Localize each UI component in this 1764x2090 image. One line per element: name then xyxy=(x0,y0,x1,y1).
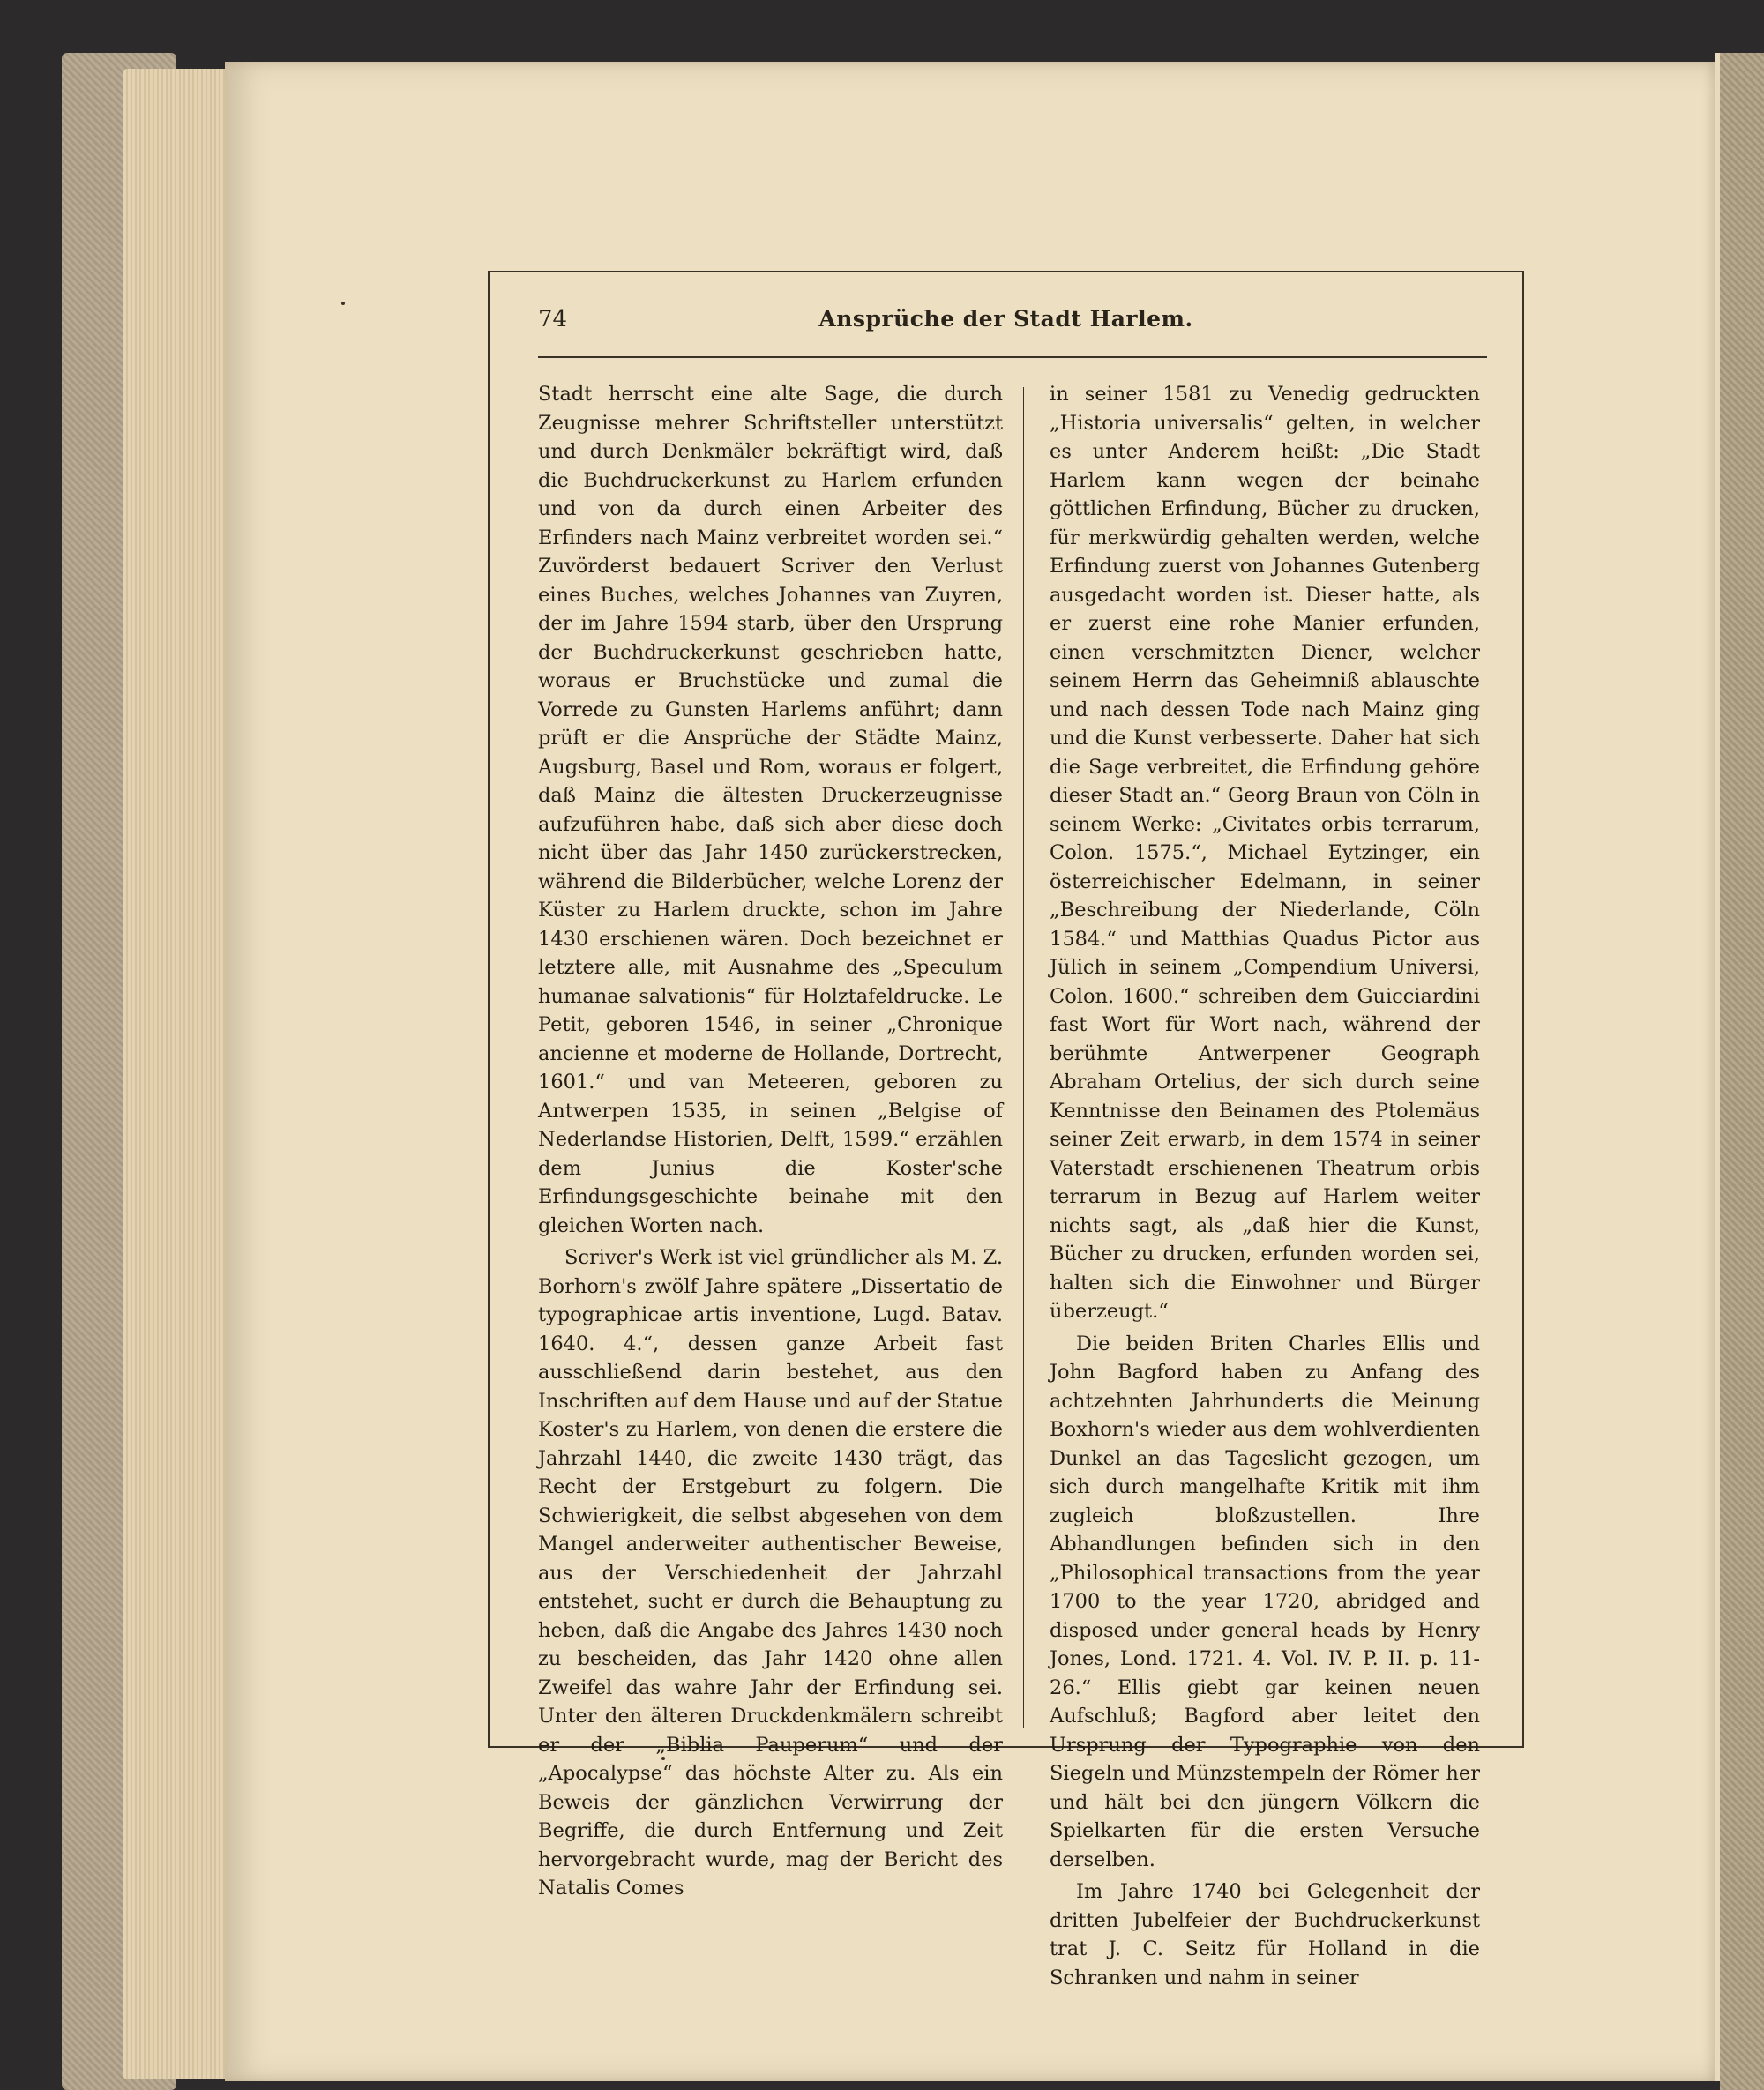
left-column xyxy=(538,380,1003,1900)
page-number: 74 xyxy=(538,306,568,332)
running-head xyxy=(490,299,1522,343)
speck-mark xyxy=(341,302,345,305)
paragraph: Die beiden Briten Charles Ellis und John Bagford haben zu Anfang des achtzehnten Jahrhunderts die Meinung Boxhorn's wieder aus dem wohlverdienten Dunkel an das Tageslicht gezogen, um sich durch mangelhafte Kritik mit ihm zugleich bloßzustellen. Ihre Abhandlungen befinden sich in den „Philosophical transactions from the year 1700 to the year 1720, abridged and disposed under general heads by Henry Jones, Lond. 1721. 4. Vol. IV. P. II. p. 11-26.“ Ellis giebt gar keinen neuen Aufschluß; Bagford aber leitet den Ursprung der Typographie von den Siegeln und Münzstempeln der Römer her und hält bei den jüngern Völkern die Spielkarten für die ersten Versuche derselben. xyxy=(1050,1332,1480,1871)
running-title: Ansprüche der Stadt Harlem. xyxy=(818,306,1193,332)
text-frame xyxy=(488,271,1524,1989)
paragraph: in seiner 1581 zu Venedig gedruckten „Historia universalis“ gelten, in welcher es unter Anderem heißt: „Die Stadt Harlem kann wegen der beinahe göttlichen Erfindung, Bücher zu drucken, für merkwürdig gehalten werden, welche Erfindung zuerst von Johannes Gutenberg ausgedacht worden ist. Dieser hatte, als er zuerst eine rohe Manier erfunden, einen verschmitzten Diener, welcher seinem Herrn das Geheimniß ablauschte und nach dessen Tode nach Mainz ging und die Kunst verbesserte. Daher hat sich die Sage verbreitet, die Erfindung gehöre dieser Stadt an.“ Georg Braun von Cöln in seinem Werke: „Civitates orbis terrarum, Colon. 1575.“, Michael Eytzinger, ein österreichischer Edelmann, in seiner „Beschreibung der Niederlande, Cöln 1584.“ und Matthias Quadus Pictor aus Jülich in seinem „Compendium Universi, Colon. 1600.“ schreiben dem Guicciardini fast Wort für Wort nach, während der berühmte Antwerpener Geograph Abraham Ortelius, der sich durch seine Kenntnisse den Beinamen des Ptolemäus seiner Zeit erwarb, in dem 1574 in seiner Vaterstadt erschienenen Theatrum orbis terrarum in Bezug auf Harlem weiter nichts sagt, als „daß hier die Kunst, Bücher zu drucken, erfunden worden sei, halten sich die Einwohner und Bürger überzeugt.“ xyxy=(1050,383,1480,1323)
paragraph: Scriver's Werk ist viel gründlicher als M. Z. Borhorn's zwölf Jahre spätere „Dissertatio de typographicae artis inventione, Lugd. Batav. 1640. 4.“, dessen ganze Arbeit fast ausschließend darin bestehet, aus den Inschriften auf dem Hause und auf der Statue Koster's zu Harlem, von denen die erstere die Jahrzahl 1440, die zweite 1430 trägt, das Recht der Erstgeburt zu folgern. Die Schwierigkeit, die selbst abgesehen von dem Mangel anderweiter authentischer Beweise, aus der Verschiedenheit der Jahrzahl entstehet, sucht er durch die Behauptung zu heben, daß die Angabe des Jahres 1430 noch zu bescheiden, das Jahr 1420 ohne allen Zweifel das wahre Jahr der Erfindung sei. Unter den älteren Druckdenkmälern schreibt er der „Biblia Pauperum“ und der „Apocalypse“ das höchste Alter zu. Als ein Beweis der gänzlichen Verwirrung der Begriffe, die durch Entfernung und Zeit hervorgebracht wurde, mag der Bericht des Natalis Comes xyxy=(538,1246,1003,1900)
page-edges xyxy=(123,69,238,2079)
right-column xyxy=(1050,380,1480,1989)
header-rule xyxy=(538,356,1487,358)
column-divider xyxy=(1023,387,1024,1728)
paragraph: Stadt herrscht eine alte Sage, die durch Zeugnisse mehrer Schriftsteller unterstützt und durch Denkmäler bekräftigt wird, daß die Buchdruckerkunst zu Harlem erfunden und von da durch einen Arbeiter des Erfinders nach Mainz verbreitet worden sei.“ Zuvörderst bedauert Scriver den Verlust eines Buches, welches Johannes van Zuyren, der im Jahre 1594 starb, über den Ursprung der Buchdruckerkunst geschrieben hatte, woraus er Bruchstücke und zumal die Vorrede zu Gunsten Harlems anführt; dann prüft er die Ansprüche der Städte Mainz, Augsburg, Basel und Rom, woraus er folgert, daß Mainz die ältesten Druckerzeugnisse aufzuführen habe, daß sich aber diese doch nicht über das Jahr 1450 zurückerstrecken, während die Bilderbücher, welche Lorenz der Küster zu Harlem druckte, schon im Jahre 1430 erschienen wären. Doch bezeichnet er letztere alle, mit Ausnahme des „Speculum humanae salvationis“ für Holztafeldrucke. Le Petit, geboren 1546, in seiner „Chronique ancienne et moderne de Hollande, Dortrecht, 1601.“ und van Meteeren, geboren zu Antwerpen 1535, in seinen „Belgise of Nederlandse Historien, Delft, 1599.“ erzählen dem Junius die Koster'sche Erfindungsgeschichte beinahe mit den gleichen Worten nach. xyxy=(538,383,1003,1237)
paragraph: Im Jahre 1740 bei Gelegenheit der dritten Jubelfeier der Buchdruckerkunst trat J. C. Seitz für Holland in die Schranken und nahm in seiner xyxy=(1050,1880,1480,1989)
book-cover-cloth-right xyxy=(1720,53,1764,2090)
